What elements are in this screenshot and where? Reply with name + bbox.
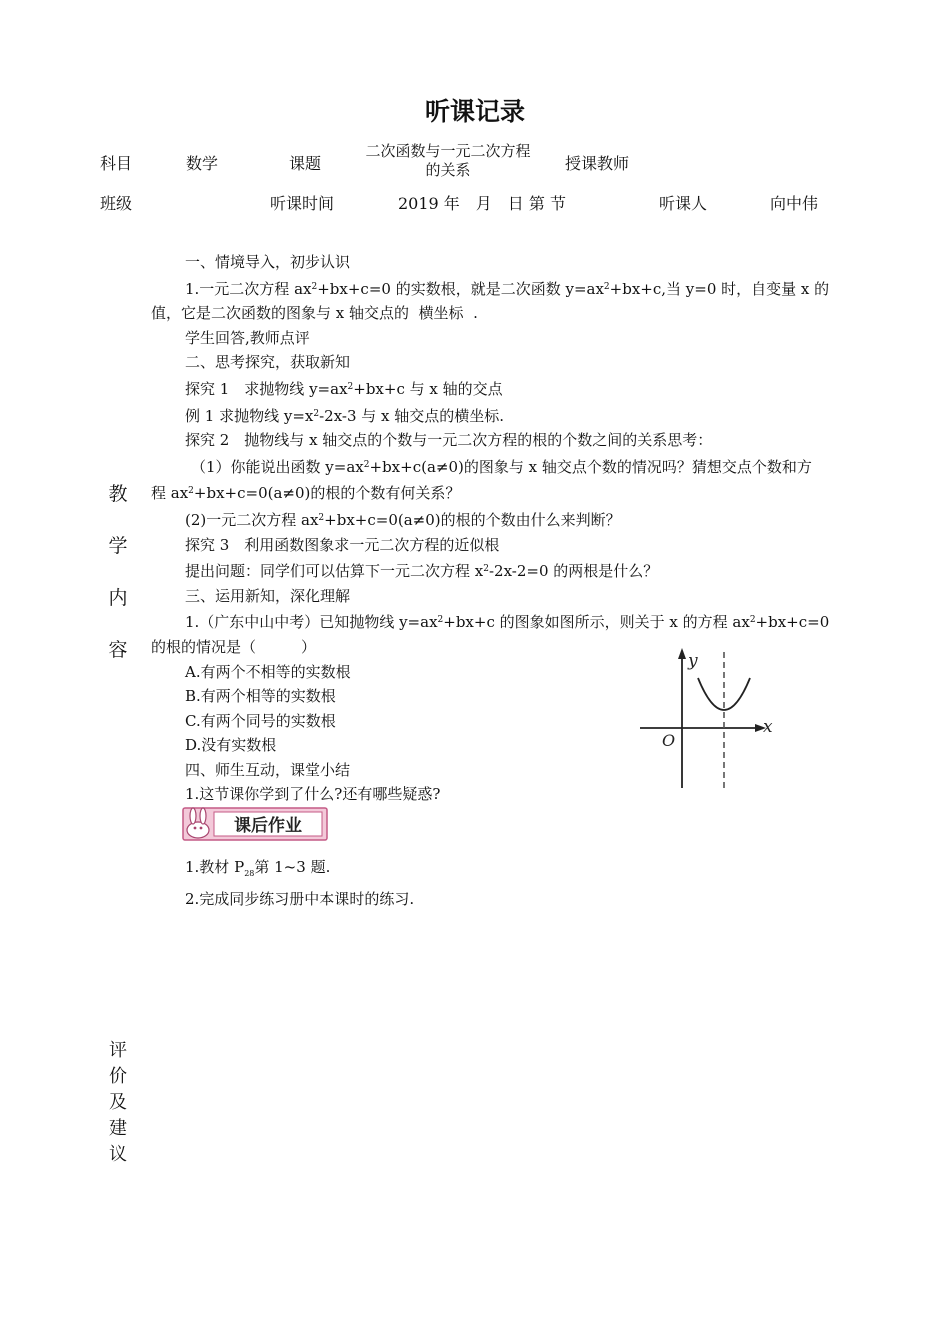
time-label: 听课时间 <box>270 194 335 213</box>
listener-label: 听课人 <box>659 194 708 213</box>
homework-line: 1.教材 $P_{28}$第 1~3 题. <box>185 858 331 879</box>
homework-badge <box>182 804 328 842</box>
side-char: 价 <box>109 1066 127 1087</box>
section-heading: 三、运用新知，深化理解 <box>185 586 351 605</box>
explore-line: 探究 1 求抛物线 $y=ax^2+bx+c$ 与 x 轴的交点 <box>185 379 503 398</box>
explore-line: 探究 2 抛物线与 x 轴交点的个数与一元二次方程的根的个数之间的关系思考： <box>185 431 713 450</box>
evaluation-label <box>106 1038 130 1168</box>
x-axis-label: x <box>763 717 773 737</box>
y-axis-arrow-icon <box>678 648 686 659</box>
question-line: 值，它是二次函数的图象与 x 轴交点的 横坐标 . <box>151 304 478 323</box>
summary-line: 1.这节课你学到了什么?还有哪些疑惑? <box>185 785 441 804</box>
option-b: B.有两个相等的实数根 <box>185 687 336 706</box>
option-d: D.没有实数根 <box>185 736 277 755</box>
page-title: 听课记录 <box>424 97 525 126</box>
homework-line: 2.完成同步练习册中本课时的练习. <box>185 889 415 908</box>
question-line: (2)一元二次方程 $ax^2+bx+c=0(a\ne 0)$的根的个数由什么来判断？ <box>185 510 621 529</box>
section-heading: 一、情境导入，初步认识 <box>185 253 351 271</box>
class-label: 班级 <box>100 194 133 213</box>
side-char: 学 <box>108 535 128 557</box>
time-value: 2019 年 月 日 第 节 <box>398 194 566 213</box>
subject-value: 数学 <box>186 154 219 173</box>
question-line: 程 $ax^2+bx+c=0(a\ne 0)$的根的个数有何关系？ <box>151 484 461 503</box>
exercise-line: 1.（广东中山中考）已知抛物线 $y=ax^2+bx+c$ 的图象如图所示，则关于 x 的方程 $ax^2+bx+c=0$ <box>185 613 830 632</box>
subject-label: 科目 <box>100 154 133 173</box>
question-line: 1.一元二次方程 $ax^2+bx+c=0$ 的实数根，就是二次函数 $y=ax^2+bx+c$,当 y=0 时，自变量 x 的 <box>185 279 830 298</box>
example-line: 例 1 求抛物线 $y=x^2-2x-3$ 与 x 轴交点的横坐标. <box>185 406 505 425</box>
question-line: 提出问题：同学们可以估算下一元二次方程 $x^2-2x-2=0$ 的两根是什么？ <box>185 562 659 581</box>
badge-text: 课后作业 <box>234 816 302 836</box>
side-char: 内 <box>108 587 128 609</box>
side-char: 容 <box>108 639 128 661</box>
teacher-label: 授课教师 <box>565 154 630 173</box>
option-c: C.有两个同号的实数根 <box>185 711 336 730</box>
topic-label: 课题 <box>289 154 322 173</box>
option-a: A.有两个不相等的实数根 <box>185 662 351 681</box>
exercise-line: 的根的情况是（ ） <box>151 637 317 656</box>
origin-label: O <box>662 731 676 750</box>
section-heading: 四、师生互动，课堂小结 <box>185 760 351 779</box>
side-char: 教 <box>108 483 128 505</box>
text-line: 学生回答,教师点评 <box>185 328 310 347</box>
listener-value: 向中伟 <box>770 194 819 213</box>
explore-line: 探究 3 利用函数图象求一元二次方程的近似根 <box>185 535 500 554</box>
section-heading: 二、思考探究，获取新知 <box>185 353 351 372</box>
question-line: （1）你能说出函数 $y=ax^2+bx+c(a\ne 0)$的图象与 x 轴交点个数的情况吗？猜想交点个数和方 <box>191 457 812 476</box>
side-char: 建 <box>109 1118 127 1139</box>
parabola-graph <box>636 646 782 792</box>
side-char: 及 <box>109 1092 127 1113</box>
teaching-content-label <box>106 468 130 676</box>
side-char: 评 <box>109 1040 127 1061</box>
side-char: 议 <box>109 1144 127 1165</box>
topic-value: 二次函数与一元二次方程的关系 <box>365 142 531 179</box>
y-axis-label: y <box>688 651 698 671</box>
